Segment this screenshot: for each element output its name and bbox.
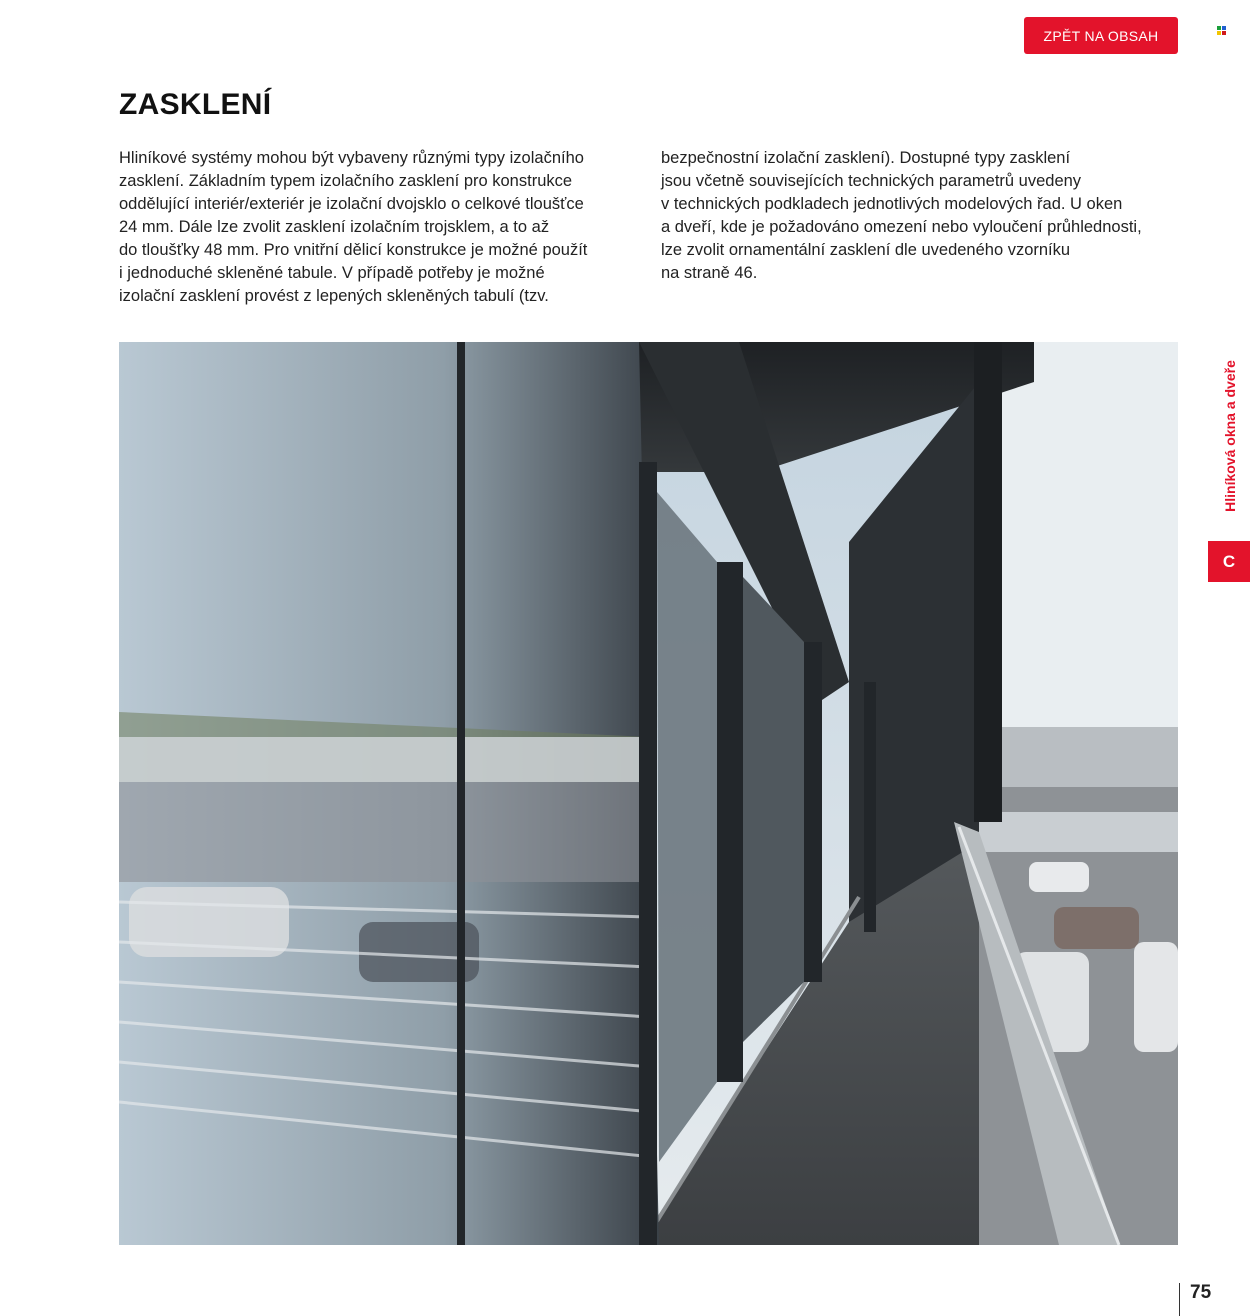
side-section-label-text: Hliníková okna a dveře: [1222, 359, 1239, 512]
text-line: v technických podkladech jednotlivých modelových řad. U oken: [661, 195, 1123, 213]
body-text-left: [119, 147, 639, 308]
text-line: oddělující interiér/exteriér je izolační dvojsklo o celkové tloušťce: [119, 195, 584, 213]
text-line: a dveří, kde je požadováno omezení nebo vyloučení průhlednosti,: [661, 218, 1142, 236]
text-line: i jednoduché skleněné tabule. V případě potřeby je možné: [119, 264, 545, 282]
page-number-divider: [1179, 1283, 1180, 1316]
body-text-right: [661, 147, 1181, 285]
text-line: izolační zasklení provést z lepených skleněných tabulí (tzv.: [119, 287, 549, 305]
color-marks-icon: [1217, 26, 1226, 35]
text-line: 24 mm. Dále lze zvolit zasklení izolačním trojsklem, a to až: [119, 218, 550, 236]
text-line: do tloušťky 48 mm. Pro vnitřní dělicí konstrukce je možné použít: [119, 241, 588, 259]
text-line: Hliníkové systémy mohou být vybaveny různými typy izolačního: [119, 149, 584, 167]
side-section-label: [1210, 343, 1250, 528]
page-title: ZASKLENÍ: [119, 88, 272, 121]
section-letter-badge: C: [1208, 541, 1250, 582]
page-number: 75: [1190, 1282, 1212, 1303]
building-facade-photo: [119, 342, 1178, 1245]
back-to-contents-button[interactable]: ZPĚT NA OBSAH: [1024, 17, 1178, 54]
text-line: zasklení. Základním typem izolačního zasklení pro konstrukce: [119, 172, 573, 190]
text-line: lze zvolit ornamentální zasklení dle uvedeného vzorníku: [661, 241, 1071, 259]
text-line: jsou včetně souvisejících technických parametrů uvedeny: [661, 172, 1082, 190]
text-line: bezpečnostní izolační zasklení). Dostupné typy zasklení: [661, 149, 1071, 167]
text-line: na straně 46.: [661, 264, 758, 282]
